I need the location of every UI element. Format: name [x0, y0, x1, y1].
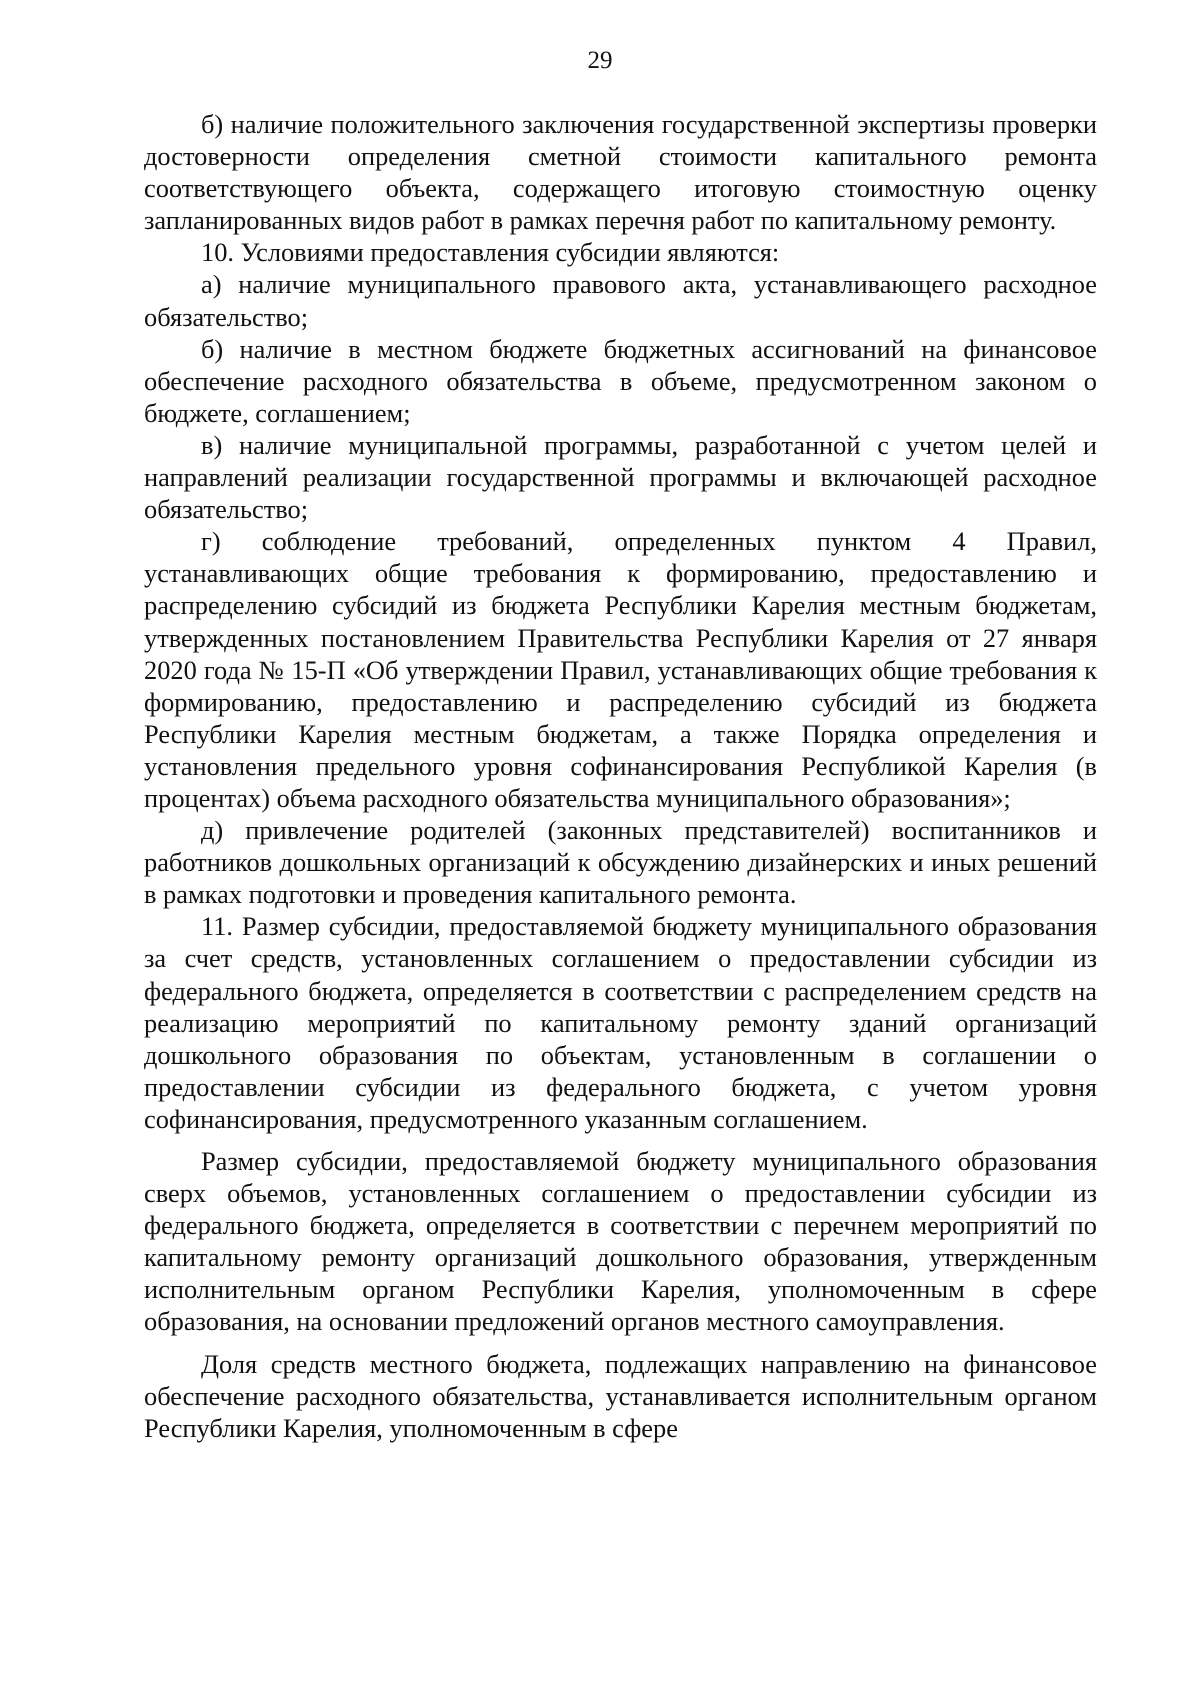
paragraph-item-v: в) наличие муниципальной программы, разработанной с учетом целей и направлений реализации государственной программы и включающей расходное обязательство; — [144, 429, 1097, 525]
page-number: 29 — [587, 47, 613, 74]
paragraph-item-a: а) наличие муниципального правового акта, устанавливающего расходное обязательство; — [144, 269, 1097, 332]
paragraph-item-d: д) привлечение родителей (законных представителей) воспитанников и работников дошкольных организаций к обсуждению дизайнерских и иных решений в рамках подготовки и проведения капитального ремонта. — [144, 815, 1097, 910]
document-body — [144, 108, 1097, 1444]
paragraph-subsidy-size-over: Размер субсидии, предоставляемой бюджету муниципального образования сверх объемов, установленных соглашением о предоставлении субсидии из федерального бюджета, определяется в соответствии с перечнем мероприятий по капитальному ремонту организаций дошкольного образования, утвержденным исполнительным органом Республики Карелия, уполномоченным в сфере образования, на основании предложений органов местного самоуправления. — [144, 1146, 1097, 1337]
paragraph-item-b-expertise: б) наличие положительного заключения государственной экспертизы проверки достоверности определения сметной стоимости капитального ремонта соответствующего объекта, содержащего итоговую стоимостную оценку запланированных видов работ в рамках перечня работ по капитальному ремонту. — [144, 109, 1097, 236]
paragraph-local-budget-share: Доля средств местного бюджета, подлежащих направлению на финансовое обеспечение расходного обязательства, устанавливается исполнительным органом Республики Карелия, уполномоченным в сфере — [144, 1348, 1097, 1443]
paragraph-11-subsidy-size: 11. Размер субсидии, предоставляемой бюджету муниципального образования за счет средств, установленных соглашением о предоставлении субсидии из федерального бюджета, определяется в соответствии с распределением средств на реализацию мероприятий по капитальному ремонту зданий организаций дошкольного образования по объектам, установленным в соглашении о предоставлении субсидии из федерального бюджета, с учетом уровня софинансирования, предусмотренного указанным соглашением. — [144, 911, 1097, 1134]
paragraph-item-g: г) соблюдение требований, определенных пунктом 4 Правил, устанавливающих общие требования к формированию, предоставлению и распределению субсидий из бюджета Республики Карелия местным бюджетам, утвержденных постановлением Правительства Республики Карелия от 27 января 2020 года № 15-П «Об утверждении Правил, устанавливающих общие требования к формированию, предоставлению и распределению субсидий из бюджета Республики Карелия местным бюджетам, а также Порядка определения и установления предельного уровня софинансирования Республикой Карелия (в процентах) объема расходного обязательства муниципального образования»; — [144, 526, 1097, 813]
paragraph-item-b: б) наличие в местном бюджете бюджетных ассигнований на финансовое обеспечение расходного обязательства в объеме, предусмотренном законом о бюджете, соглашением; — [144, 333, 1097, 428]
paragraph-10-conditions: 10. Условиями предоставления субсидии являются: — [201, 237, 780, 268]
